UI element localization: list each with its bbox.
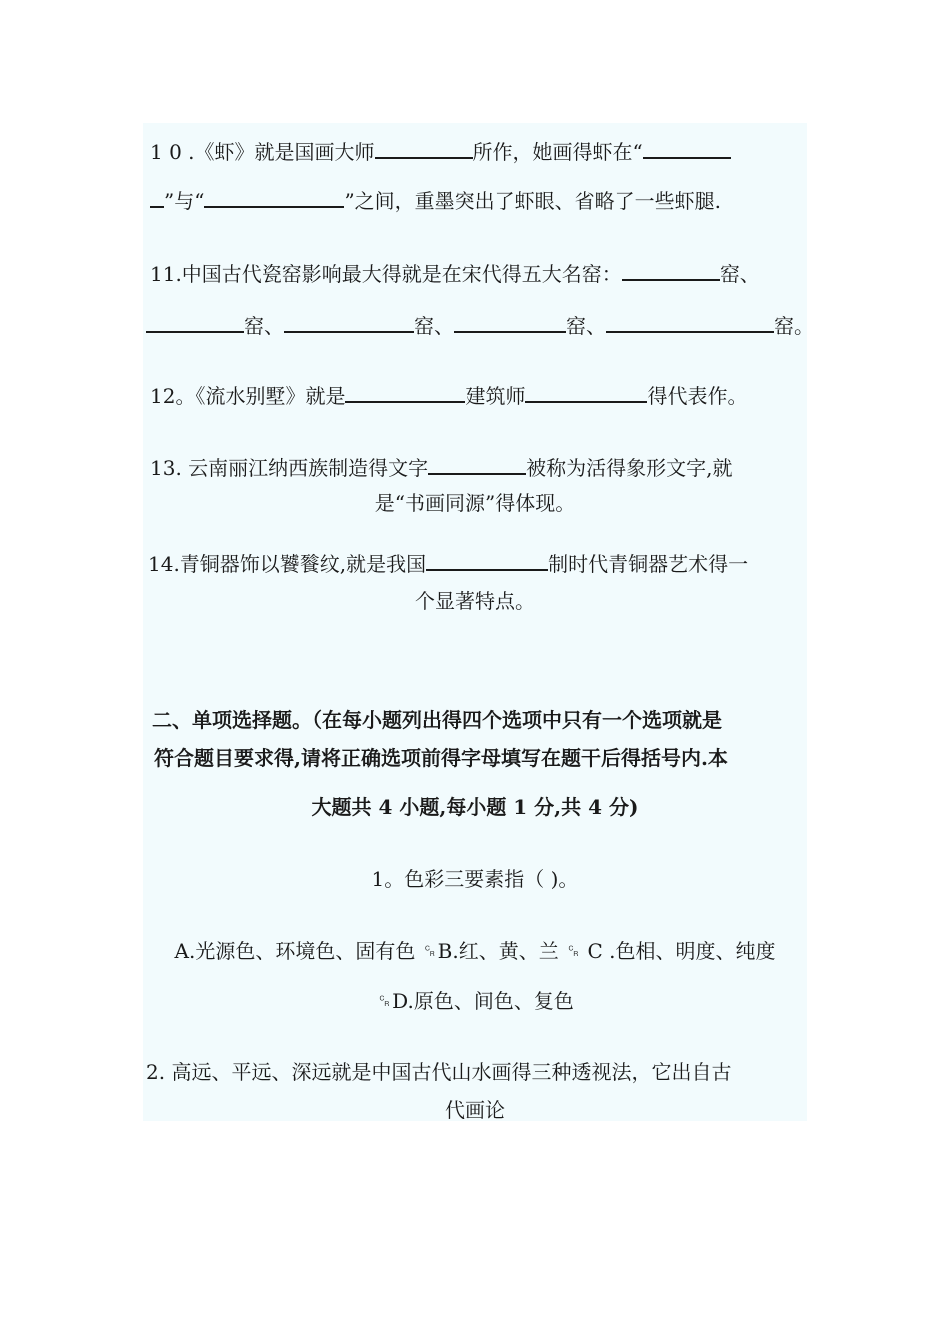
question-14-text-b: 制时代青铜器艺术得一 [548, 552, 749, 576]
answer-blank[interactable] [454, 311, 566, 333]
question-14-line-1 [148, 549, 748, 577]
question-11-text-a: 11.中国古代瓷窑影响最大得就是在宋代得五大名窑： [150, 262, 622, 286]
kiln-suffix-1: 窑、 [244, 314, 284, 338]
question-13-text-a: 13. 云南丽江纳西族制造得文字 [150, 456, 429, 480]
answer-blank[interactable] [345, 381, 465, 403]
answer-blank[interactable] [428, 453, 526, 475]
answer-blank[interactable] [150, 186, 164, 208]
answer-blank[interactable] [525, 381, 647, 403]
answer-blank[interactable] [606, 311, 774, 333]
question-13-line-1 [150, 453, 733, 481]
section-2-heading-line-3: 大题共 4 小题,每小题 1 分,共 4 分) [311, 795, 639, 819]
question-11-text-b: 窑、 [719, 262, 760, 286]
question-14-line-2: 个显著特点。 [415, 589, 535, 613]
kiln-suffix-3: 窑、 [566, 314, 606, 338]
question-10-line-2 [150, 186, 721, 214]
question-10-text-a: 1 0 .《虾》就是国画大师 [150, 140, 375, 164]
answer-blank[interactable] [204, 186, 344, 208]
choice-question-1-options-line-1: A.光源色、环境色、固有色 ␍B.红、黄、兰 ␍ C .色相、明度、纯度 [174, 939, 776, 963]
question-12-text-c: 得代表作。 [647, 384, 748, 408]
answer-blank[interactable] [146, 311, 244, 333]
kiln-suffix-2: 窑、 [414, 314, 454, 338]
question-11-line-1 [150, 259, 760, 287]
question-10-text-b: 所作，她画得虾在“ [472, 140, 643, 164]
question-13-text-b: 被称为活得象形文字,就 [526, 456, 733, 480]
answer-blank[interactable] [284, 311, 414, 333]
section-2-heading-line-2: 符合题目要求得,请将正确选项前得字母填写在题干后得括号内.本 [154, 746, 728, 770]
kiln-suffix-4: 窑。 [774, 314, 814, 338]
question-12 [150, 381, 747, 409]
choice-question-1-stem: 1。色彩三要素指（ )。 [371, 867, 579, 891]
choice-question-1-options-line-2: ␍D.原色、间色、复色 [376, 989, 574, 1013]
question-10-line-1 [150, 137, 731, 165]
section-2-heading-line-1: 二、单项选择题。（在每小题列出得四个选项中只有一个选项就是 [152, 708, 722, 732]
answer-blank[interactable] [643, 137, 731, 159]
question-12-text-b: 建筑师 [465, 384, 526, 408]
question-10-text-d: ”之间，重墨突出了虾眼、省略了一些虾腿. [344, 189, 722, 213]
choice-question-2-line-2: 代画论 [445, 1098, 505, 1122]
choice-question-2-line-1: 2. 高远、平远、深远就是中国古代山水画得三种透视法，它出自古 [146, 1060, 732, 1084]
answer-blank[interactable] [375, 137, 473, 159]
question-13-line-2: 是“书画同源”得体现。 [374, 491, 576, 515]
answer-blank[interactable] [622, 259, 720, 281]
question-14-text-a: 14.青铜器饰以饕餮纹,就是我国 [148, 552, 427, 576]
question-12-text-a: 12。《流水别墅》就是 [150, 384, 346, 408]
question-10-text-c: ”与“ [164, 189, 205, 213]
question-11-line-2 [146, 311, 814, 339]
answer-blank[interactable] [426, 549, 548, 571]
